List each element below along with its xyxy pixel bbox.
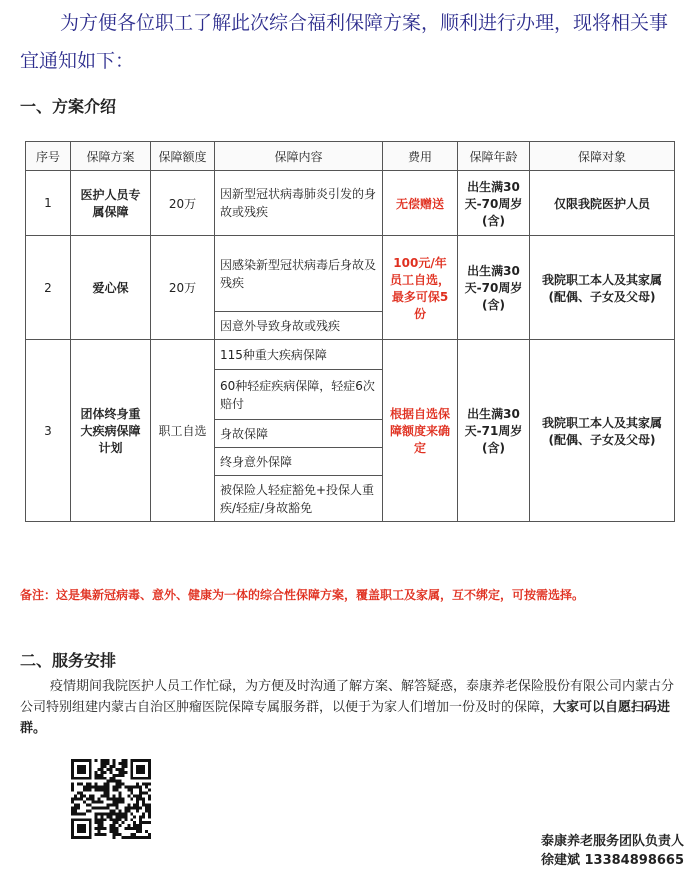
row-target: 仅限我院医护人员 <box>530 171 675 236</box>
row-fee: 根据自选保障额度来确定 <box>383 340 458 522</box>
table-row <box>26 171 675 236</box>
table-header-row <box>26 142 675 171</box>
row-content: 身故保障 <box>215 420 383 448</box>
row-content: 被保险人轻症豁免+投保人重疾/轻症/身故豁免 <box>215 476 383 522</box>
row-target: 我院职工本人及其家属(配偶、子女及父母) <box>530 236 675 340</box>
signature-title: 泰康养老服务团队负责人 <box>540 834 684 849</box>
qr-code-icon[interactable] <box>68 756 154 842</box>
table-row <box>26 340 675 370</box>
remark-note: 备注：这是集新冠病毒、意外、健康为一体的综合性保障方案，覆盖职工及家属，互不绑定，可按需选择。 <box>20 588 585 602</box>
row-no: 1 <box>26 171 71 236</box>
service-emphasis: 大家可以自愿扫码进群。 <box>20 700 671 736</box>
intro-text: 为方便各位职工了解此次综合福利保障方案，顺利进行办理，现将相关事宜通知如下： <box>20 12 669 72</box>
row-content: 因意外导致身故或残疾 <box>215 312 383 340</box>
row-content: 115种重大疾病保障 <box>215 340 383 370</box>
row-amount: 20万 <box>151 171 215 236</box>
plan-table <box>25 141 675 522</box>
row-age: 出生满30天-70周岁(含) <box>458 171 530 236</box>
row-fee: 100元/年员工自选，最多可保5份 <box>383 236 458 340</box>
signature-contact: 徐建斌 13384898665 <box>540 853 684 868</box>
row-content: 因新型冠状病毒肺炎引发的身故或残疾 <box>215 171 383 236</box>
row-target: 我院职工本人及其家属(配偶、子女及父母) <box>530 340 675 522</box>
header-no: 序号 <box>26 142 71 171</box>
row-plan: 团体终身重大疾病保障计划 <box>71 340 151 522</box>
signature-block <box>541 832 684 870</box>
row-plan: 爱心保 <box>71 236 151 340</box>
row-no: 2 <box>26 236 71 340</box>
section-title-service: 二、服务安排 <box>20 651 117 670</box>
service-text: 疫情期间我院医护人员工作忙碌，为方便及时沟通了解方案、解答疑惑，泰康养老保险股份有限公司内蒙古分公司特别组建内蒙古自治区肿瘤医院保障专属服务群，以便于为家人们增加一份及时的保障， <box>20 679 675 715</box>
row-age: 出生满30天-71周岁(含) <box>458 340 530 522</box>
header-content: 保障内容 <box>215 142 383 171</box>
row-no: 3 <box>26 340 71 522</box>
row-plan: 医护人员专属保障 <box>71 171 151 236</box>
header-plan: 保障方案 <box>71 142 151 171</box>
row-content: 因感染新型冠状病毒后身故及残疾 <box>215 236 383 312</box>
row-content: 终身意外保障 <box>215 448 383 476</box>
service-paragraph <box>20 676 684 739</box>
row-content: 60种轻症疾病保障，轻症6次赔付 <box>215 370 383 420</box>
row-amount: 20万 <box>151 236 215 340</box>
header-target: 保障对象 <box>530 142 675 171</box>
table-row <box>26 236 675 312</box>
header-age: 保障年龄 <box>458 142 530 171</box>
row-fee: 无偿赠送 <box>383 171 458 236</box>
row-age: 出生满30天-70周岁(含) <box>458 236 530 340</box>
header-fee: 费用 <box>383 142 458 171</box>
section-title-plan: 一、方案介绍 <box>20 97 117 116</box>
header-amount: 保障额度 <box>151 142 215 171</box>
row-amount: 职工自选 <box>151 340 215 522</box>
